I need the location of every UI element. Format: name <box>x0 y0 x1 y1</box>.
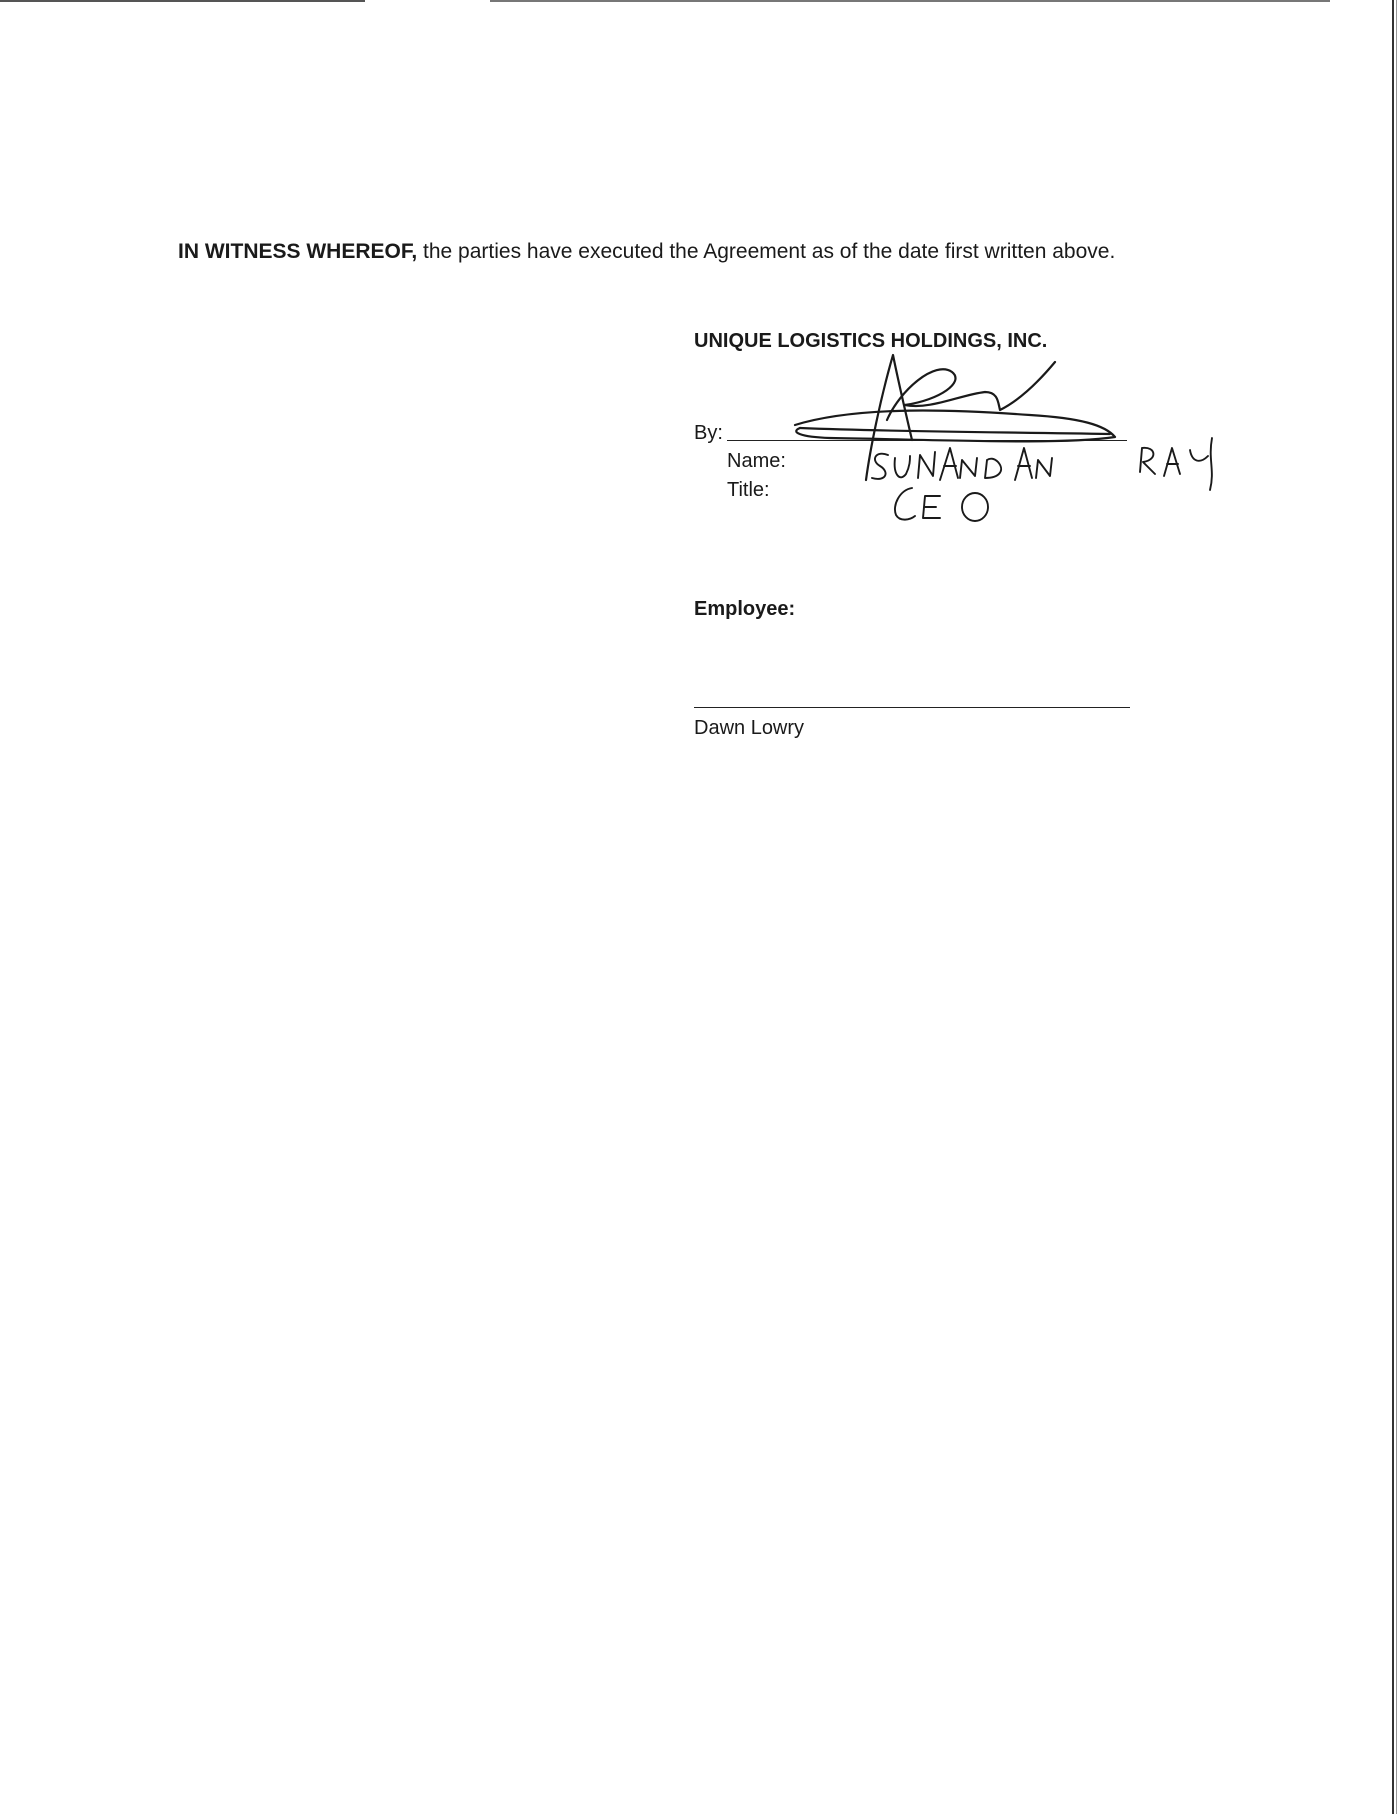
employee-label: Employee: <box>694 598 796 620</box>
employee-signature-line <box>694 707 1130 708</box>
signature-line <box>727 440 1127 441</box>
employee-name: Dawn Lowry <box>694 717 805 739</box>
name-label: Name: <box>727 450 786 472</box>
scan-artifact <box>0 0 365 2</box>
title-label: Title: <box>727 479 770 501</box>
witness-heading: IN WITNESS WHEREOF, <box>178 240 418 263</box>
witness-clause <box>178 238 1115 266</box>
company-name: UNIQUE LOGISTICS HOLDINGS, INC. <box>694 330 1048 352</box>
scan-artifact <box>490 0 1330 2</box>
by-label: By: <box>694 422 723 444</box>
scan-artifact <box>1392 0 1394 1814</box>
scan-artifact <box>1396 0 1397 1814</box>
witness-text: the parties have executed the Agreement as of the date first written above. <box>417 240 1116 263</box>
